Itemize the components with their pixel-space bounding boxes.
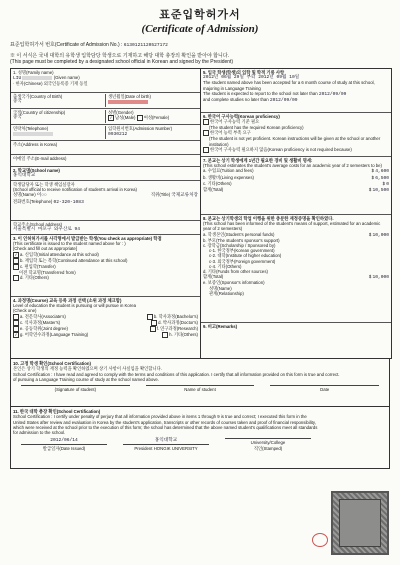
s4-check: (Check one) <box>13 308 37 314</box>
s10-date-col <box>262 385 387 392</box>
official-name-label: 성명(Name) <box>13 192 36 198</box>
s10-text-en: School Certification : I have read and agreed to comply with the terms and conditions of this application. I certify that all information provided on this form is true and correct. <box>13 371 340 377</box>
s4-f-checkbox[interactable] <box>150 326 156 332</box>
s5-report-label: The student is expected to report to the school not later than <box>203 90 318 96</box>
contact-label: 연락처(Telephone) <box>13 126 49 131</box>
currency: $ <box>368 231 372 237</box>
s5-detail: The student named above has been accepted for a 6 month course of study at this school, majoring in Language Training <box>203 80 375 91</box>
s4-d-label: d. 박사과정(Doctor's) <box>158 319 198 325</box>
female-checkbox[interactable] <box>137 115 143 121</box>
s7-a-value: 4,600 <box>375 169 389 175</box>
redaction <box>22 76 52 80</box>
s8-e-name: 성명(Name) <box>209 285 232 291</box>
s5-label: 5. 입국 학생(학생)의 입학 및 학적 기록 사항 <box>203 70 285 75</box>
s8-label: 8. 본교는 상기학생의 학업 이행을 위한 충분한 재정증명을 확인하였다. <box>203 216 334 221</box>
s8-c-label: c. 장학금(Scholarship / Sponsored by) <box>203 243 276 249</box>
appno-label: 입학원서번호(Admission Number) <box>108 126 173 131</box>
s6-c-label: 한국어 구사능력 필요하지 않음(Korean proficiency is not required because) <box>210 146 352 152</box>
s7-c-label: c. 기타(Others) <box>203 180 232 186</box>
s6-b-sub: (The student is not yet proficient. Korean instructions will be given at the school or another institution) <box>209 136 381 147</box>
section-9 <box>201 323 391 358</box>
s11-signature-row <box>13 438 319 451</box>
name-value: LIU <box>13 76 22 82</box>
section-4 <box>11 297 200 353</box>
s11-date: 2012/06/14 <box>50 438 78 444</box>
s3-c-label: c. 편입학(Transfer) <box>20 263 56 269</box>
s7-b-label: b. 생활비(Living expenses) <box>203 174 254 180</box>
s7-c-value: 0 <box>386 181 389 187</box>
s4-g-checkbox[interactable]: ✓ <box>14 331 18 337</box>
appno-cell <box>106 126 198 139</box>
s11-univ-kr: 홍익대학교 <box>154 438 178 444</box>
s8-d-label: d. 기타(Funds from other sources) <box>203 269 268 275</box>
s3-c-checkbox[interactable] <box>13 264 19 270</box>
s11-univ-label: University/College <box>225 438 311 445</box>
s8-a-label: a. 학생본인(Student's personal funds) <box>203 231 275 237</box>
s4-c-label: c. 석사과정(Master's) <box>20 319 61 325</box>
section-8 <box>201 215 391 323</box>
s8-total-value: 10,000 <box>372 275 389 281</box>
chinese-name-label: · 한자(Chinese) 외국인등록증 기재 동일 <box>13 81 88 87</box>
s3-b-label: b. 재입학 또는 복학(Continued attendance at this school) <box>20 257 128 263</box>
address-cell <box>11 141 200 155</box>
nationality-cell <box>13 110 106 123</box>
school-address-label: 학교주소(School address) <box>13 222 63 227</box>
s11-text-en: School Certification : I certify under penalty of perjury that all information provided above in items 1 through 9 is true and correct; I executed this form in the United States after review and evaluation in Korea by the student's application, transcripts or other records of courses taken and proof of financial responsibility, which were received at the school prior to the execution of this form; the school has determined that the above named student's qualifications meet all standards for admission to the school. <box>13 414 318 436</box>
official-seal-icon <box>331 491 389 555</box>
s8-e-rel: 관계(Relationship) <box>209 290 244 296</box>
s3-c-sub: 이전 학교명(Transferred from) <box>19 269 76 275</box>
section-11 <box>10 407 390 469</box>
section-10 <box>10 359 390 407</box>
s4-h-label: h. 기타(Others) <box>169 331 198 337</box>
birthplace-label: 출생국가(Country of Birth) <box>13 94 63 99</box>
birthplace-cell <box>13 94 106 107</box>
left-column <box>11 69 201 358</box>
s7-sub: (This school estimates the student's average costs for an academic year of 2 semesters to be) <box>203 163 382 169</box>
appno-value: 0930212 <box>108 132 128 138</box>
s3-sub: (This certificate is issued to the student named above for : ) <box>13 241 126 247</box>
s11-univ-line <box>123 444 209 451</box>
s8-sub: (This school has been informed of the student's means of support, estimated for an academic year of 2 semesters) <box>203 221 381 232</box>
s3-d-label: d. 기타(Others) <box>20 274 49 280</box>
male-label: 남성(Male) <box>115 115 136 121</box>
s11-president-label: President <box>134 445 153 451</box>
s4-b-label: b. 학사과정(Bachelor's) <box>153 313 198 319</box>
official-cell <box>11 181 200 221</box>
s8-e-label: e. 보증인(Sponsor's information) <box>203 280 265 286</box>
s4-h-checkbox[interactable] <box>162 332 168 338</box>
dob-redaction <box>108 100 148 104</box>
phone-value: 02-320-1083 <box>53 199 84 205</box>
male-checkbox[interactable]: ✓ <box>109 115 113 121</box>
contact-redaction <box>13 132 53 136</box>
s5-report-date: 2012/09/09 <box>318 91 347 97</box>
s7-a-label: a. 수업료(Tuition and fees) <box>203 168 254 174</box>
s8-c2-label: c-2. 대학(Institute of higher education) <box>209 253 282 259</box>
s5-period: 2012년 06월 29일 부터 2012년 09월 10일 <box>203 75 300 81</box>
seal-inner <box>339 499 381 547</box>
position-label: 직위(Title) <box>151 192 171 198</box>
official-sub: (School official to receive notification of student's arrival in Korea) <box>13 187 137 193</box>
currency: $ <box>371 168 374 174</box>
section-6 <box>201 113 391 157</box>
s4-e-label: e. 공동학위(Joint degree) <box>20 325 68 331</box>
s8-total-label: 합계(Total) <box>203 274 224 280</box>
s11-label: 11. 한국 대학 총장 확인(School Certification) <box>13 409 101 414</box>
gender-label: 성별(Gender) <box>108 110 134 115</box>
s7-total-row <box>203 187 389 193</box>
title-english: (Certificate of Admission) <box>141 23 259 35</box>
currency: $ <box>368 187 372 193</box>
s10-name-col <box>138 385 263 392</box>
nationality-value: 중국 <box>13 115 22 121</box>
s5-complete-date: 2012/09/09 <box>269 98 298 104</box>
birth-row <box>11 93 200 109</box>
s10-name-label: Name of student <box>146 385 255 392</box>
contact-cell <box>13 126 106 139</box>
school-cell <box>11 167 200 181</box>
school-value: 홍익대학교 <box>13 173 36 179</box>
school-label: 2. 학교명(School name) <box>13 168 60 173</box>
birthplace-value: 중국 <box>13 99 22 105</box>
s10-sig-col <box>13 385 138 392</box>
official-label: 학생담당자 또는 학생 책임실장자 <box>13 182 75 187</box>
s6-label: 6. 한국어 구사능력(Korean proficiency) <box>203 114 280 119</box>
s3-d-checkbox[interactable] <box>13 275 19 281</box>
s8-c1-label: c-1. 한국정부(Korean government) <box>209 248 275 254</box>
address-label: 주소(Address in Korea) <box>13 142 58 147</box>
s9-label: 9. 비고(Remarks) <box>203 324 238 329</box>
section-5 <box>201 69 391 113</box>
s4-row-4 <box>13 332 198 338</box>
email-label: 이메일 주소(E-mail address) <box>13 156 67 161</box>
s10-pursuing: of pursuing a Language Training course of study at the school named above. <box>13 376 159 382</box>
dob-cell <box>106 94 198 107</box>
s11-stamp-col <box>217 438 319 451</box>
currency: $ <box>382 180 386 186</box>
s11-date-col <box>13 438 115 451</box>
s7-label: 7. 본교는 상기 학생에게 1년간 필요한 경비 및 생활비 명세: <box>203 158 313 163</box>
position-value: 국제교류처장 <box>171 193 198 199</box>
given-label: (Given name) <box>53 75 80 81</box>
instruction-en: (This page must be completed by a designated school official in Korean and signed by the President) <box>10 59 234 65</box>
s3-a-checkbox[interactable]: ✓ <box>14 251 18 257</box>
s10-sig-label: (Signature of student) <box>21 385 130 392</box>
s6-c-checkbox[interactable] <box>203 147 209 153</box>
currency: $ <box>368 274 372 280</box>
s8-a-value: 10,000 <box>372 232 389 238</box>
gender-cell <box>106 110 198 123</box>
s4-f-label: f. 연구과정(Research) <box>156 325 198 331</box>
s6-b-label: 한국어 능력 부족 요구 <box>210 130 251 136</box>
s6-a-label: 한국어 구사능력 기준 필요 <box>210 119 260 125</box>
s10-label: 10. 고정 학생 확인(School Certification) <box>13 361 91 366</box>
certificate-number-row <box>10 41 390 48</box>
s4-sub: Level of education the student is pursuing or will pursue in Korea <box>13 303 137 309</box>
s11-date-label: 발급일자(Date Issued) <box>21 444 107 451</box>
s8-c4-label: c-4. 기타(Others) <box>209 263 242 269</box>
right-column <box>201 69 391 358</box>
s10-date-label: Date <box>270 385 379 392</box>
s10-text-kr: 본인은 상기 학생의 재정 능력을 확인하였으며 상기 사항이 사실임을 확인합니다. <box>13 366 162 372</box>
section-7 <box>201 157 391 215</box>
red-seal-icon <box>312 533 328 547</box>
official-name: 이○○ <box>36 193 47 199</box>
nationality-row <box>11 109 200 125</box>
s3-label: 3. 이 인허허가서를 사각형에서 발급받는 학생(You check as appropriate) 학점 <box>13 236 162 241</box>
s4-g-label: g. 어학연수과정(Language Training) <box>20 331 89 337</box>
phone-label: 전화번호(Telephone) <box>13 198 53 204</box>
female-label: 여성(Female) <box>143 115 170 121</box>
s3-check-label: [Check and fill out as appropriate] <box>13 246 78 252</box>
s8-b-label: b. 부모(The student's sponsor's support) <box>203 237 280 243</box>
s5-complete-label: and complete studies no later than <box>203 97 269 103</box>
s4-label: 4. 과정명(Course) 교육 등록 과정 선택 (소위 과정 체크함) <box>13 298 122 303</box>
s7-total-value: 10,500 <box>372 188 389 194</box>
s7-total-label: 합계(Total) <box>203 187 224 193</box>
s6-a-sub: (The student has the required Korean proficiency) <box>209 125 304 131</box>
school-address-value: 서울특별시 마포구 와우산로 94 <box>13 227 81 233</box>
title-korean: 표준입학허가서 <box>159 9 241 21</box>
school-address-cell <box>11 221 200 235</box>
dob-label: 생년월일(Date of birth) <box>108 94 151 99</box>
s10-signature-row <box>13 385 387 392</box>
s7-b-value: 6,500 <box>375 175 389 181</box>
s11-univ-en: HONGIK UNIVERSITY <box>153 445 198 451</box>
instructions <box>10 53 390 65</box>
s11-univ-col <box>115 438 217 451</box>
name-cell <box>11 69 200 93</box>
s11-stamp-label: 직인(Stamped) <box>253 445 283 451</box>
contact-row <box>11 125 200 141</box>
instruction-kr: ※ 이 서식은 국내 대학의 유학생 입학담당 학생으로 기재하고 해당 대학 총장의 확인을 받아야 합니다. <box>10 53 230 59</box>
s4-a-label: a. 전문학사(Associate's) <box>20 313 66 319</box>
section-3 <box>11 235 200 297</box>
cert-no-label: 표준입학허가서 번호(Certificate of Admission No.) : <box>10 42 123 48</box>
s3-a-label: a. 신입학(Initial attendance at this school) <box>20 251 99 257</box>
cert-no-value: 6130121120527172 <box>123 43 168 48</box>
form-grid <box>10 68 392 359</box>
s8-c3-label: c-3. 외국정부(Foreign government) <box>209 258 276 264</box>
email-cell <box>11 155 200 167</box>
name-label: 1. 성명(Family name) <box>13 70 54 75</box>
nationality-label: 국적(Country of citizenship) <box>13 110 66 115</box>
currency: $ <box>371 174 374 180</box>
